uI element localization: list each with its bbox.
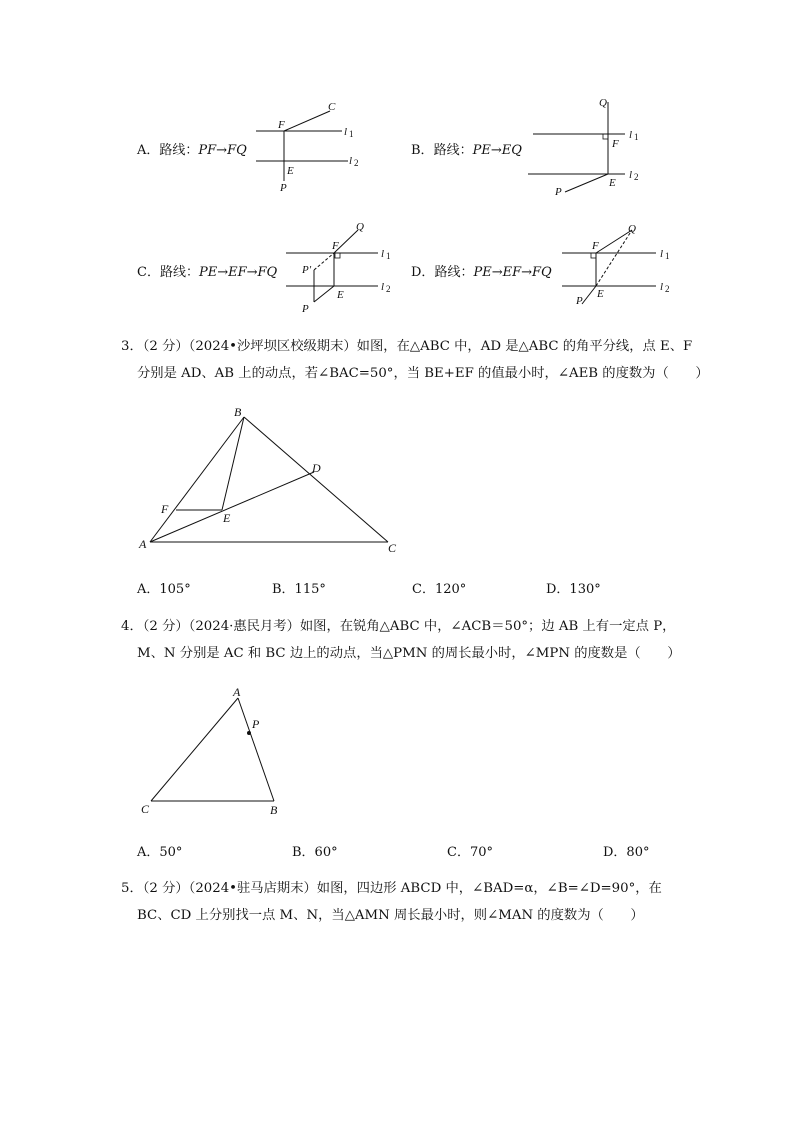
svg-text:P′: P′	[302, 264, 312, 276]
q3-label-f: F	[161, 502, 169, 516]
svg-text:l: l	[349, 155, 353, 167]
q2-figure-a	[250, 95, 370, 200]
svg-text:E: E	[337, 289, 344, 301]
q3-stem-line2: 分别是 AD、AB 上的动点，若∠BAC=50°，当 BE+EF 的值最小时，∠AEB 的度数为（ ）	[137, 366, 709, 381]
svg-text:F: F	[332, 240, 339, 252]
q2-option-a[interactable]: A．路线：PF→FQ	[137, 143, 247, 158]
q4-label-p: P	[252, 717, 260, 731]
q2-option-b[interactable]: B．路线：PE→EQ	[411, 143, 522, 158]
q4-label-a: A	[233, 685, 241, 699]
q4-stem-line2: M、N 分别是 AC 和 BC 边上的动点，当△PMN 的周长最小时，∠MPN 的度数是（ ）	[137, 646, 681, 661]
q4-figure	[135, 683, 295, 823]
svg-text:P: P	[576, 295, 583, 307]
q3-label-d: D	[312, 461, 321, 475]
q3-label-b: B	[234, 405, 242, 419]
svg-text:2: 2	[386, 284, 391, 294]
q4-option-a[interactable]: A．50°	[137, 845, 183, 860]
label-f: F	[278, 119, 285, 131]
q2-option-d[interactable]: D．路线：PE→EF→FQ	[411, 265, 552, 280]
svg-text:2: 2	[665, 284, 670, 294]
label-p: P	[280, 182, 287, 194]
svg-text:1: 1	[349, 129, 354, 139]
svg-text:l: l	[660, 281, 664, 293]
svg-text:l: l	[629, 169, 633, 181]
svg-text:P: P	[302, 303, 309, 315]
svg-text:l: l	[381, 248, 385, 260]
q3-option-c[interactable]: C．120°	[412, 582, 467, 597]
q2-figure-c	[280, 218, 400, 318]
svg-text:P: P	[555, 186, 562, 198]
svg-text:E: E	[609, 177, 616, 189]
q4-option-b[interactable]: B．60°	[292, 845, 338, 860]
q3-figure	[130, 400, 410, 560]
svg-text:l: l	[660, 248, 664, 260]
label-e: E	[287, 165, 294, 177]
q4-label-c: C	[141, 802, 150, 816]
svg-text:l: l	[344, 126, 348, 138]
svg-text:2: 2	[354, 158, 359, 168]
q4-option-d[interactable]: D．80°	[603, 845, 650, 860]
svg-text:F: F	[612, 138, 619, 150]
q5-stem-line2: BC、CD 上分别找一点 M、N，当△AMN 周长最小时，则∠MAN 的度数为（ ）	[137, 908, 644, 923]
q3-stem-line1: 3．（2 分）（2024•沙坪坝区校级期末）如图，在△ABC 中，AD 是△ABC 的角平分线，点 E、F	[121, 339, 693, 354]
label-c: C	[328, 101, 336, 113]
q3-option-b[interactable]: B．115°	[272, 582, 326, 597]
point-p	[247, 731, 251, 735]
q3-option-a[interactable]: A．105°	[137, 582, 191, 597]
svg-text:E: E	[597, 288, 604, 300]
q4-stem-line1: 4．（2 分）（2024·惠民月考）如图，在锐角△ABC 中，∠ACB＝50°；边 AB 上有一定点 P，	[121, 619, 676, 634]
svg-text:l: l	[381, 281, 385, 293]
q2-option-c[interactable]: C．路线：PE→EF→FQ	[137, 265, 278, 280]
svg-text:1: 1	[665, 251, 670, 261]
svg-text:1: 1	[634, 132, 639, 142]
svg-text:Q: Q	[628, 223, 636, 235]
q3-label-c: C	[388, 541, 397, 555]
svg-text:1: 1	[386, 251, 391, 261]
svg-text:F: F	[592, 240, 599, 252]
q5-stem-line1: 5．（2 分）（2024•驻马店期末）如图，四边形 ABCD 中，∠BAD=α，∠B=∠D=90°，在	[121, 881, 662, 896]
q3-label-e: E	[223, 511, 231, 525]
svg-text:l: l	[629, 129, 633, 141]
q3-option-d[interactable]: D．130°	[546, 582, 601, 597]
svg-text:Q: Q	[356, 221, 364, 233]
q3-label-a: A	[139, 537, 147, 551]
q4-option-c[interactable]: C．70°	[447, 845, 493, 860]
svg-text:2: 2	[634, 172, 639, 182]
q4-label-b: B	[270, 803, 278, 817]
q2-figure-d	[556, 218, 681, 318]
svg-text:Q: Q	[599, 97, 607, 109]
q2-figure-b	[525, 90, 655, 205]
